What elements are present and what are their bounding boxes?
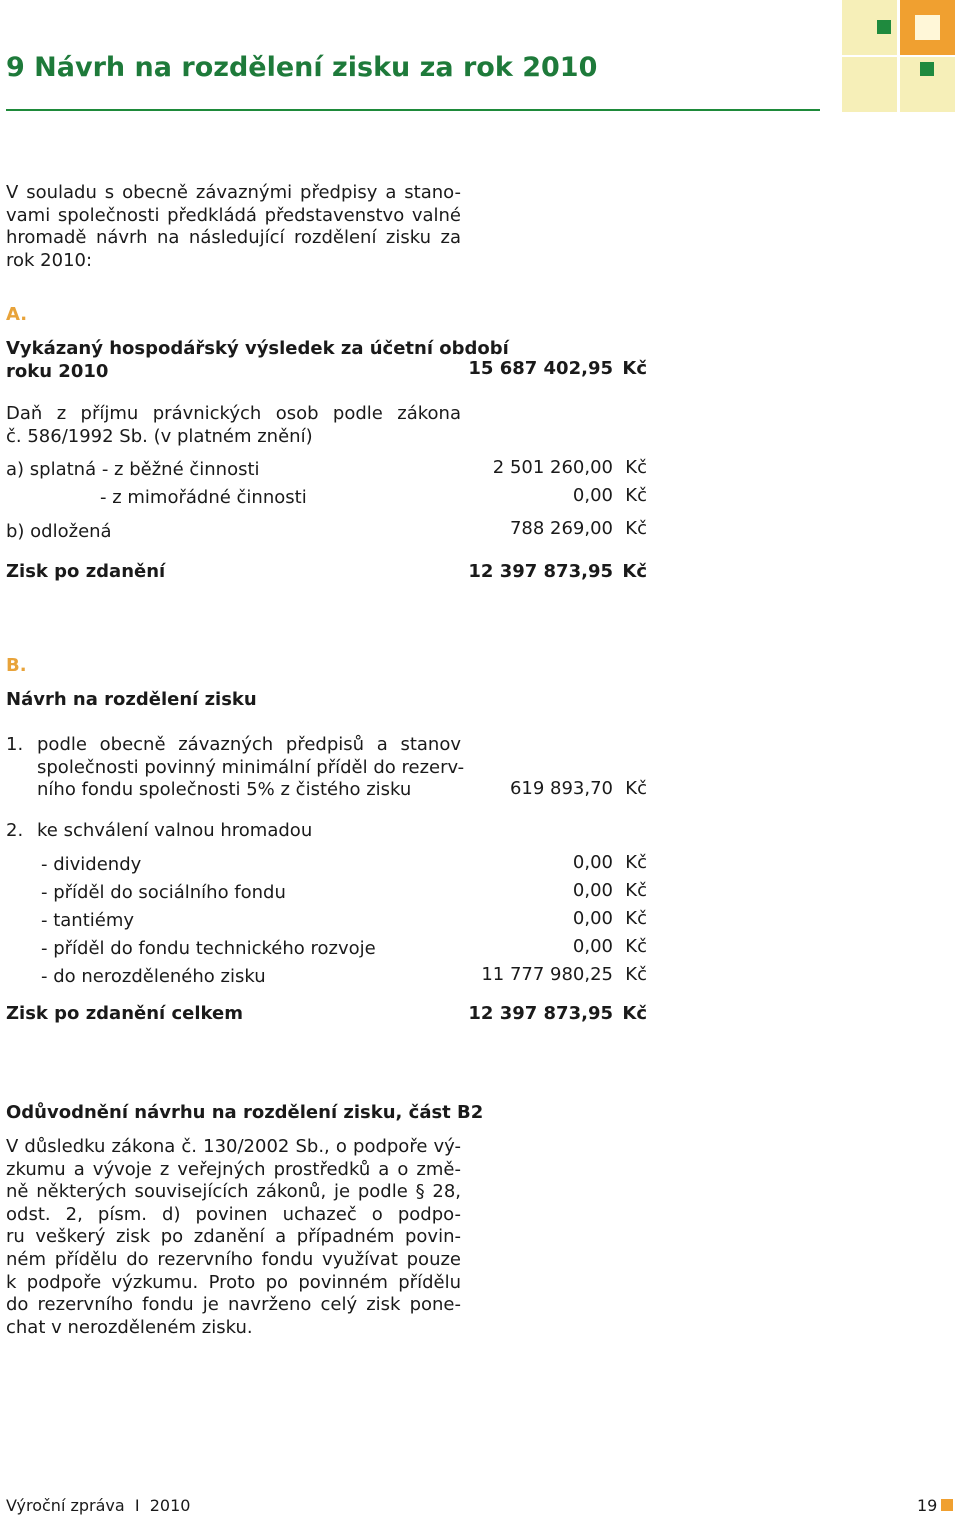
item1-value: 619 893,70: [509, 778, 613, 799]
currency: Kč: [625, 485, 647, 506]
page-title: 9 Návrh na rozdělení zisku za rok 2010: [6, 52, 598, 83]
result-value: 15 687 402,95: [468, 358, 613, 379]
currency: Kč: [622, 561, 647, 582]
justification-line: do rezervního fondu je navrženo celý zisk pone-: [6, 1294, 461, 1316]
currency: Kč: [625, 457, 647, 478]
tax-row-label: a) splatná - z běžné činnosti: [6, 459, 260, 480]
distribution-row-value: 0,00: [572, 908, 613, 929]
item1-number: 1.: [6, 734, 24, 755]
intro-line: rok 2010:: [6, 249, 93, 271]
item2-number: 2.: [6, 820, 24, 841]
tax-label-line: č. 586/1992 Sb. (v platném znění): [6, 425, 313, 447]
distribution-row-label: - příděl do sociálního fondu: [41, 882, 286, 903]
result-amount: [447, 358, 647, 381]
tax-label-line: Daň z příjmu právnických osob podle zákona: [6, 403, 461, 424]
intro-line: V souladu s obecně závaznými předpisy a stano-: [6, 182, 461, 203]
distribution-row-amount: [447, 908, 647, 931]
intro-line: vami společnosti předkládá představenstvo valné: [6, 204, 461, 226]
tax-label: [6, 403, 461, 448]
tax-row-value: 0,00: [572, 485, 613, 506]
distribution-row-label: - příděl do fondu technického rozvoje: [41, 938, 376, 959]
item1-line: společnosti povinný minimální příděl do rezerv-: [37, 756, 465, 778]
section-b-total-label: Zisk po zdanění celkem: [6, 1003, 243, 1024]
footer-square-icon: [941, 1499, 953, 1511]
distribution-row-label: - tantiémy: [41, 910, 135, 931]
section-a-total-amount: [447, 561, 647, 584]
result-label-line: roku 2010: [6, 360, 109, 382]
section-b-heading: Návrh na rozdělení zisku: [6, 689, 257, 710]
justification-line: V důsledku zákona č. 130/2002 Sb., o podpoře vý-: [6, 1136, 461, 1157]
justification-line: ru veškerý zisk po zdanění a případném povin-: [6, 1226, 461, 1248]
result-label-line: Vykázaný hospodářský výsledek za účetní období: [6, 338, 509, 359]
distribution-row-amount: [447, 852, 647, 875]
currency: Kč: [625, 778, 647, 799]
item2-text: ke schválení valnou hromadou: [37, 820, 313, 841]
distribution-row-amount: [447, 936, 647, 959]
justification-line: ném přídělu do rezervního fondu využívat pouze: [6, 1248, 461, 1270]
distribution-row-value: 0,00: [572, 852, 613, 873]
logo-tile-inner-light: [915, 15, 940, 40]
section-a-total-label: Zisk po zdanění: [6, 561, 166, 582]
tax-row-value: 788 269,00: [509, 518, 613, 539]
distribution-row-amount: [447, 964, 647, 987]
justification-line: zkumu a vývoje z veřejných prostředků a o změ-: [6, 1158, 461, 1180]
distribution-row-value: 0,00: [572, 936, 613, 957]
section-a-total-value: 12 397 873,95: [468, 561, 613, 582]
item1-amount: [447, 778, 647, 801]
tax-row-amount: [447, 485, 647, 508]
currency: Kč: [625, 880, 647, 901]
distribution-row-value: 11 777 980,25: [481, 964, 613, 985]
title-divider: [6, 109, 820, 111]
distribution-row-label: - dividendy: [41, 854, 142, 875]
logo-tile-green-a: [877, 20, 891, 34]
logo-tile-light-b: [842, 57, 897, 112]
tax-row-label: - z mimořádné činnosti: [100, 487, 307, 508]
section-b-marker: B.: [6, 655, 27, 676]
page-number: 19: [917, 1496, 938, 1515]
result-label: [6, 338, 509, 383]
justification-heading: Odůvodnění návrhu na rozdělení zisku, část B2: [6, 1102, 484, 1123]
section-b-total-value: 12 397 873,95: [468, 1003, 613, 1024]
tax-row-value: 2 501 260,00: [492, 457, 613, 478]
tax-row-label: b) odložená: [6, 521, 112, 542]
item1-line: ního fondu společnosti 5% z čistého zisku: [37, 779, 412, 800]
tax-row-amount: [447, 518, 647, 541]
intro-line: hromadě návrh na následující rozdělení zisku za: [6, 227, 461, 249]
currency: Kč: [622, 358, 647, 379]
intro-paragraph: [6, 182, 461, 272]
currency: Kč: [625, 964, 647, 985]
distribution-row-label: - do nerozděleného zisku: [41, 966, 266, 987]
distribution-row-value: 0,00: [572, 880, 613, 901]
justification-paragraph: [6, 1136, 461, 1339]
tax-row-amount: [447, 457, 647, 480]
distribution-row-amount: [447, 880, 647, 903]
item1-text: [37, 734, 465, 802]
currency: Kč: [625, 908, 647, 929]
justification-line: k podpoře výzkumu. Proto po povinném přídělu: [6, 1271, 461, 1293]
currency: Kč: [625, 518, 647, 539]
section-a-marker: A.: [6, 304, 28, 325]
justification-line: chat v nerozděleném zisku.: [6, 1316, 253, 1338]
currency: Kč: [622, 1003, 647, 1024]
currency: Kč: [625, 852, 647, 873]
footer-title: Výroční zpráva I 2010: [6, 1496, 191, 1515]
section-b-total-amount: [447, 1003, 647, 1026]
logo-tile-green-b: [920, 62, 934, 76]
justification-line: ně některých souvisejících zákonů, je podle § 28,: [6, 1181, 461, 1203]
justification-line: odst. 2, písm. d) povinen uchazeč o podpo-: [6, 1203, 461, 1225]
item1-line: podle obecně závazných předpisů a stanov: [37, 734, 461, 755]
currency: Kč: [625, 936, 647, 957]
